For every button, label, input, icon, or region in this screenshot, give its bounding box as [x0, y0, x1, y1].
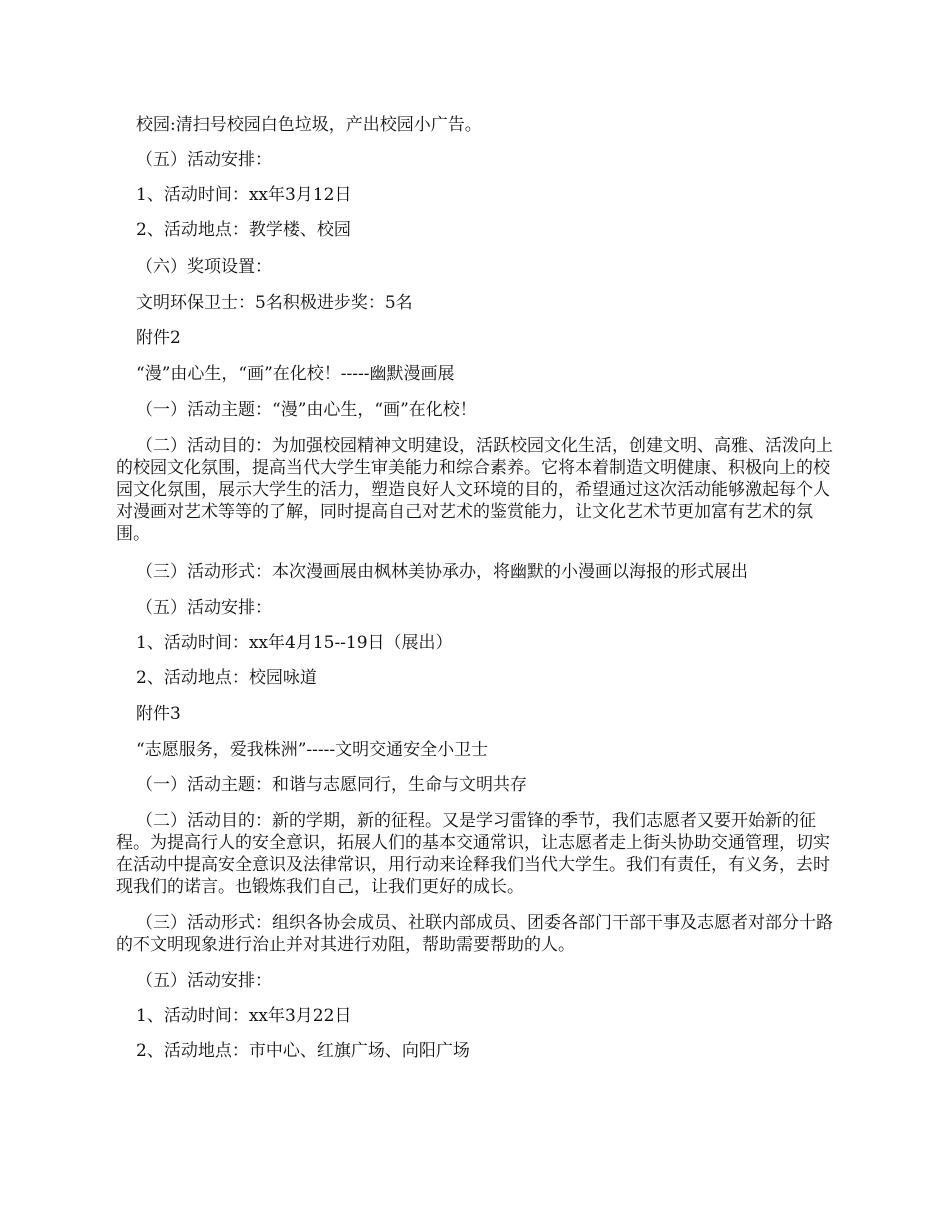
attachment-3-purpose-paragraph: （二）活动目的：新的学期，新的征程。又是学习雷锋的季节，我们志愿者又要开始新的征程。为提高行人的安全意识，拓展人们的基本交通常识，让志愿者走上街头协助交通管理，切实在活动中提高安全意识及法律常识，用行动来诠释我们当代大学生。我们有责任，有义务，去时现我们的诺言。也锻炼我们自己，让我们更好的成长。	[116, 811, 830, 897]
attachment-2-location: 2、活动地点：校园咏道	[136, 668, 317, 688]
attachment-3-theme: （一）活动主题：和谐与志愿同行，生命与文明共存	[136, 775, 527, 795]
attachment-3-schedule-heading: （五）活动安排：	[136, 971, 272, 991]
attachment-3-format-paragraph: （三）活动形式：组织各协会成员、社联内部成员、团委各部门干部干事及志愿者对部分十路的不文明现象进行治止并对其进行劝阻，帮助需要帮助的人。	[116, 913, 833, 955]
attachment-3-location: 2、活动地点：市中心、红旗广场、向阳广场	[136, 1041, 470, 1061]
activity-location-line: 2、活动地点：教学楼、校园	[136, 220, 351, 240]
attachment-2-theme: （一）活动主题：“漫”由心生，“画”在化校！	[136, 400, 477, 420]
activity-time-line: 1、活动时间：xx年3月12日	[136, 185, 352, 205]
attachment-2-purpose-paragraph: （二）活动目的：为加强校园精神文明建设，活跃校园文化生活，创建文明、高雅、活泼向上的校园文化氛围，提高当代大学生审美能力和综合素养。它将本着制造文明健康、积极向上的校园文化氛围，展示大学生的活力，塑造良好人文环境的目的，希望通过这次活动能够激起每个人对漫画对艺术等等的了解，同时提高自己对艺术的鉴赏能力，让文化艺术节更加富有艺术的氛围。	[116, 436, 833, 544]
attachment-2-time: 1、活动时间：xx年4月15--19日（展出）	[136, 633, 453, 653]
attachment-3-title: “志愿服务，爱我株洲”-----文明交通安全小卫士	[136, 740, 489, 760]
section-awards-heading: （六）奖项设置：	[136, 257, 272, 277]
campus-cleanup-line: 校园:清扫号校园白色垃圾，产出校园小广告。	[136, 115, 482, 135]
attachment-2-schedule-heading: （五）活动安排：	[136, 598, 272, 618]
attachment-2-heading: 附件2	[136, 328, 181, 348]
attachment-2-title: “漫”由心生，“画”在化校！-----幽默漫画展	[136, 364, 455, 384]
awards-line: 文明环保卫士：5名积极进步奖：5名	[136, 293, 413, 313]
attachment-3-heading: 附件3	[136, 704, 181, 724]
attachment-3-time: 1、活动时间：xx年3月22日	[136, 1006, 352, 1026]
attachment-2-format: （三）活动形式：本次漫画展由枫林美协承办，将幽默的小漫画以海报的形式展出	[136, 562, 748, 582]
section-schedule-heading: （五）活动安排：	[136, 150, 272, 170]
